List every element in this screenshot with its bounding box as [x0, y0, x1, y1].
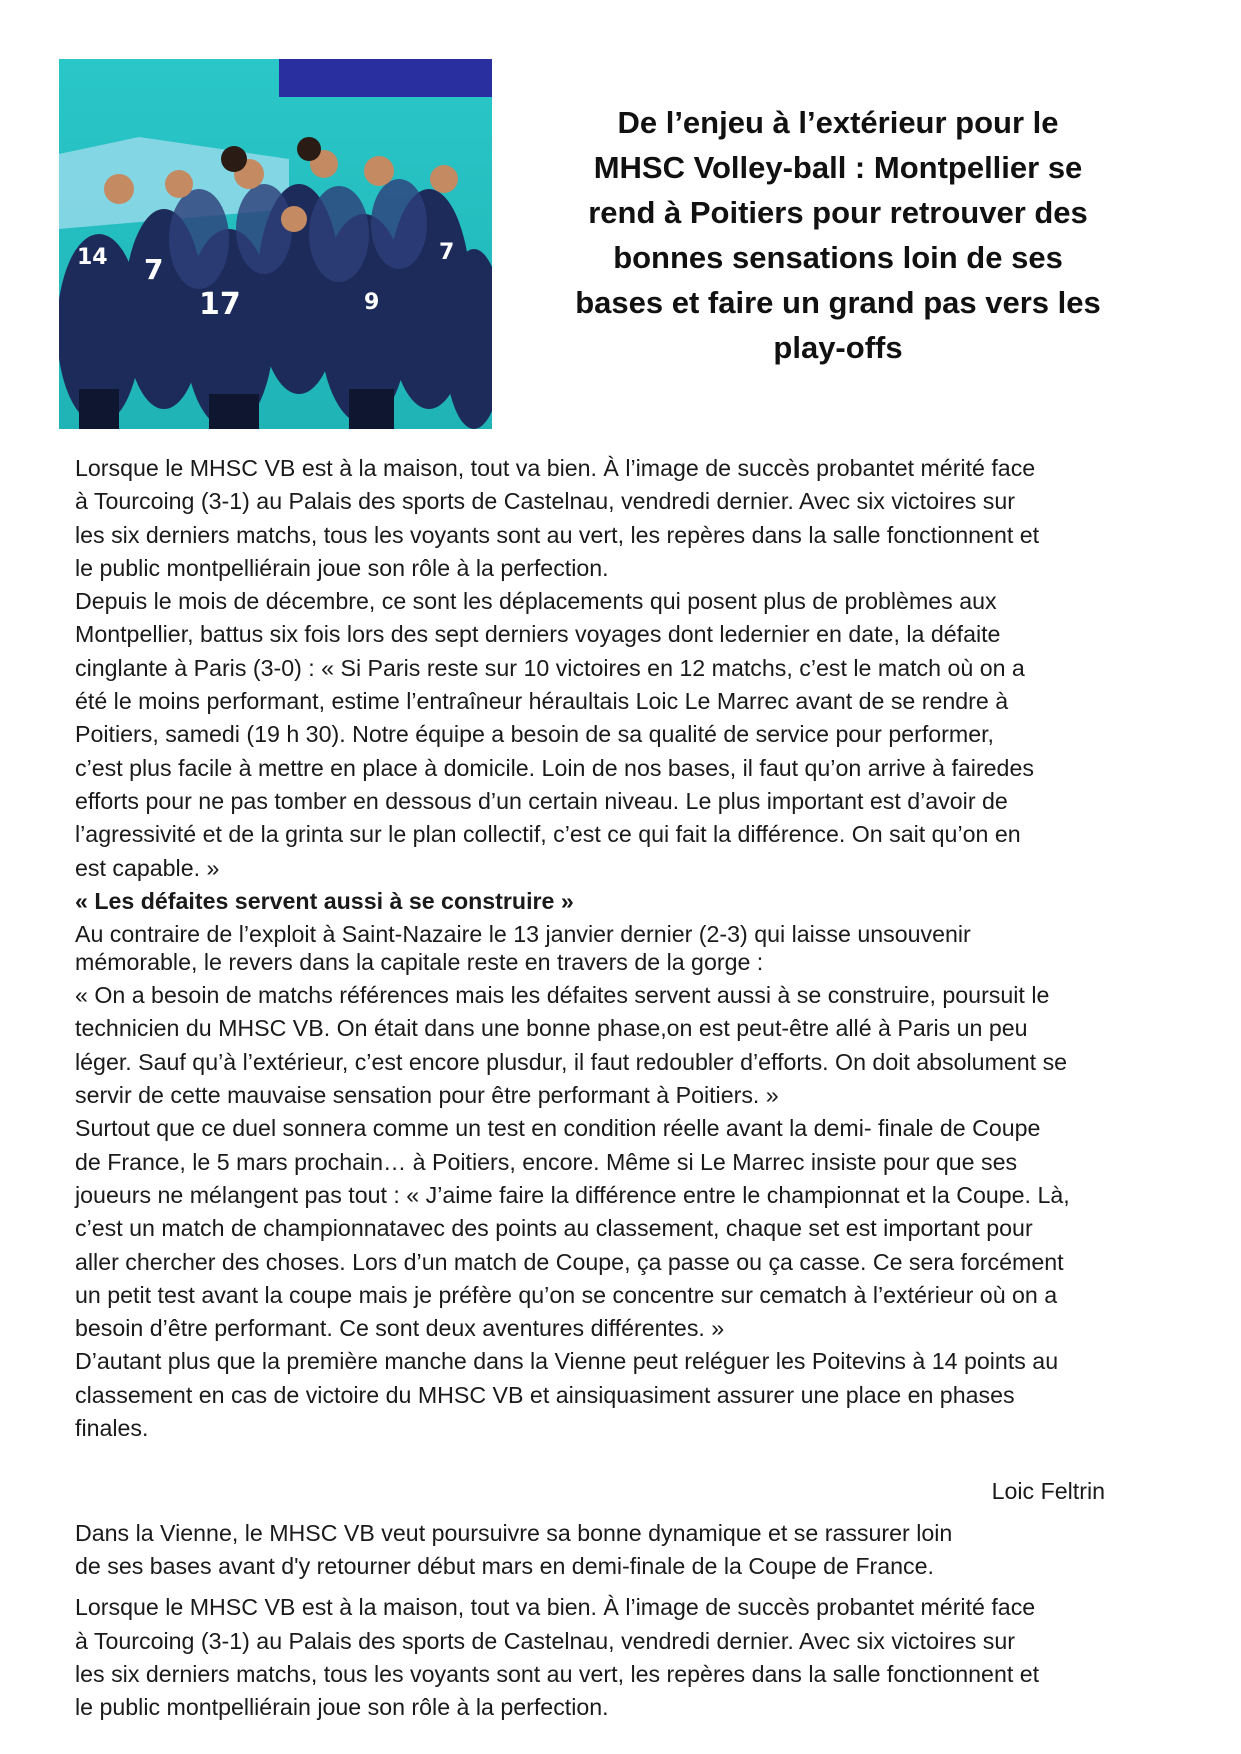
- svg-text:7: 7: [439, 240, 455, 265]
- text-line: c’est plus facile à mettre en place à domicile. Loin de nos bases, il faut qu’on arrive à fairedes: [75, 754, 1034, 781]
- text-line: « On a besoin de matchs références mais les défaites servent aussi à se construire, poursuit le: [75, 982, 1050, 1009]
- svg-text:17: 17: [199, 287, 241, 322]
- title-line: bases et faire un grand pas vers les: [575, 285, 1101, 320]
- article-title: [528, 100, 1148, 370]
- svg-text:7: 7: [144, 253, 164, 286]
- svg-text:9: 9: [364, 290, 380, 315]
- text-line: de ses bases avant d'y retourner début mars en demi-finale de la Coupe de France.: [75, 1552, 934, 1579]
- volleyball-team-huddle-photo: [59, 59, 492, 429]
- text-line: Lorsque le MHSC VB est à la maison, tout va bien. À l’image de succès probantet mérité face: [75, 1594, 1036, 1621]
- text-line: les six derniers matchs, tous les voyants sont au vert, les repères dans la salle fonctionnent et: [75, 1660, 1040, 1687]
- text-line: technicien du MHSC VB. On était dans une bonne phase,on est peut-être allé à Paris un peu: [75, 1015, 1028, 1042]
- text-line: c’est un match de championnatavec des points au classement, chaque set est important pour: [75, 1215, 1033, 1242]
- text-line: léger. Sauf qu’à l’extérieur, c’est encore plusdur, il faut redoubler d’efforts. On doit absolument se: [75, 1048, 1068, 1075]
- text-line: finales.: [75, 1415, 149, 1442]
- text-line: besoin d’être performant. Ce sont deux aventures différentes. »: [75, 1315, 725, 1342]
- text-line: un petit test avant la coupe mais je préfère qu’on se concentre sur cematch à l’extérieur où on a: [75, 1281, 1058, 1308]
- text-line: à Tourcoing (3-1) au Palais des sports de Castelnau, vendredi dernier. Avec six victoires sur: [75, 488, 1016, 515]
- text-line: de France, le 5 mars prochain… à Poitiers, encore. Même si Le Marrec insiste pour que ses: [75, 1148, 1018, 1175]
- text-line: Surtout que ce duel sonnera comme un test en condition réelle avant la demi- finale de Coupe: [75, 1115, 1041, 1142]
- title-line: rend à Poitiers pour retrouver des: [588, 195, 1088, 230]
- text-line: aller chercher des choses. Lors d’un match de Coupe, ça passe ou ça casse. Ce sera forcément: [75, 1248, 1064, 1275]
- text-line: été le moins performant, estime l’entraîneur héraultais Loic Le Marrec avant de se rendre à: [75, 688, 1009, 715]
- title-line: De l’enjeu à l’extérieur pour le: [617, 105, 1059, 140]
- text-line: cinglante à Paris (3-0) : « Si Paris reste sur 10 victoires en 12 matchs, c’est le match où on a: [75, 654, 1025, 681]
- text-line: efforts pour ne pas tomber en dessous d’un certain niveau. Le plus important est d’avoir de: [75, 787, 1008, 814]
- text-line: classement en cas de victoire du MHSC VB et ainsiquasiment assurer une place en phases: [75, 1381, 1015, 1408]
- text-line: l’agressivité et de la grinta sur le plan collectif, c’est ce qui fait la différence. On sait qu’on en: [75, 821, 1021, 848]
- title-line: MHSC Volley-ball : Montpellier se: [593, 150, 1083, 185]
- subheading: « Les défaites servent aussi à se construire »: [75, 887, 574, 914]
- team-huddle-photo: [59, 59, 492, 429]
- paragraph-saint-nazaire: [75, 920, 1185, 976]
- text-line: le public montpelliérain joue son rôle à la perfection.: [75, 554, 609, 581]
- paragraph-classement: [75, 1345, 1185, 1445]
- text-line: les six derniers matchs, tous les voyants sont au vert, les repères dans la salle fonctionnent et: [75, 521, 1040, 548]
- text-line: joueurs ne mélangent pas tout : « J’aime faire la différence entre le championnat et la Coupe. Là,: [75, 1181, 1070, 1208]
- text-line: Depuis le mois de décembre, ce sont les déplacements qui posent plus de problèmes aux: [75, 588, 997, 615]
- paragraph-summary: [75, 1517, 1185, 1584]
- text-line: Au contraire de l’exploit à Saint-Nazaire le 13 janvier dernier (2-3) qui laisse unsouvenir: [75, 921, 971, 948]
- svg-text:14: 14: [77, 245, 108, 270]
- text-line: Montpellier, battus six fois lors des sept derniers voyages dont ledernier en date, la défaite: [75, 621, 1001, 648]
- text-line: servir de cette mauvaise sensation pour être performant à Poitiers. »: [75, 1082, 779, 1109]
- paragraph-coupe: [75, 1112, 1185, 1345]
- paragraph-intro: [75, 452, 1185, 585]
- title-line: bonnes sensations loin de ses: [613, 240, 1063, 275]
- text-line: à Tourcoing (3-1) au Palais des sports de Castelnau, vendredi dernier. Avec six victoires sur: [75, 1627, 1016, 1654]
- paragraph-travel: [75, 585, 1185, 885]
- text-line: Poitiers, samedi (19 h 30). Notre équipe a besoin de sa qualité de service pour performer,: [75, 721, 994, 748]
- text-line: Dans la Vienne, le MHSC VB veut poursuivre sa bonne dynamique et se rassurer loin: [75, 1519, 953, 1546]
- text-line: D’autant plus que la première manche dans la Vienne peut reléguer les Poitevins à 14 points au: [75, 1348, 1059, 1375]
- text-line: mémorable, le revers dans la capitale reste en travers de la gorge :: [75, 949, 764, 976]
- text-line: est capable. »: [75, 854, 220, 881]
- text-line: le public montpelliérain joue son rôle à la perfection.: [75, 1694, 609, 1721]
- text-line: Lorsque le MHSC VB est à la maison, tout va bien. À l’image de succès probantet mérité face: [75, 455, 1036, 481]
- author-byline: Loic Feltrin: [991, 1478, 1105, 1505]
- paragraph-intro-repeat: [75, 1591, 1185, 1724]
- title-line: play-offs: [773, 330, 903, 365]
- paragraph-quote: [75, 979, 1185, 1112]
- article-body: [75, 452, 1185, 1724]
